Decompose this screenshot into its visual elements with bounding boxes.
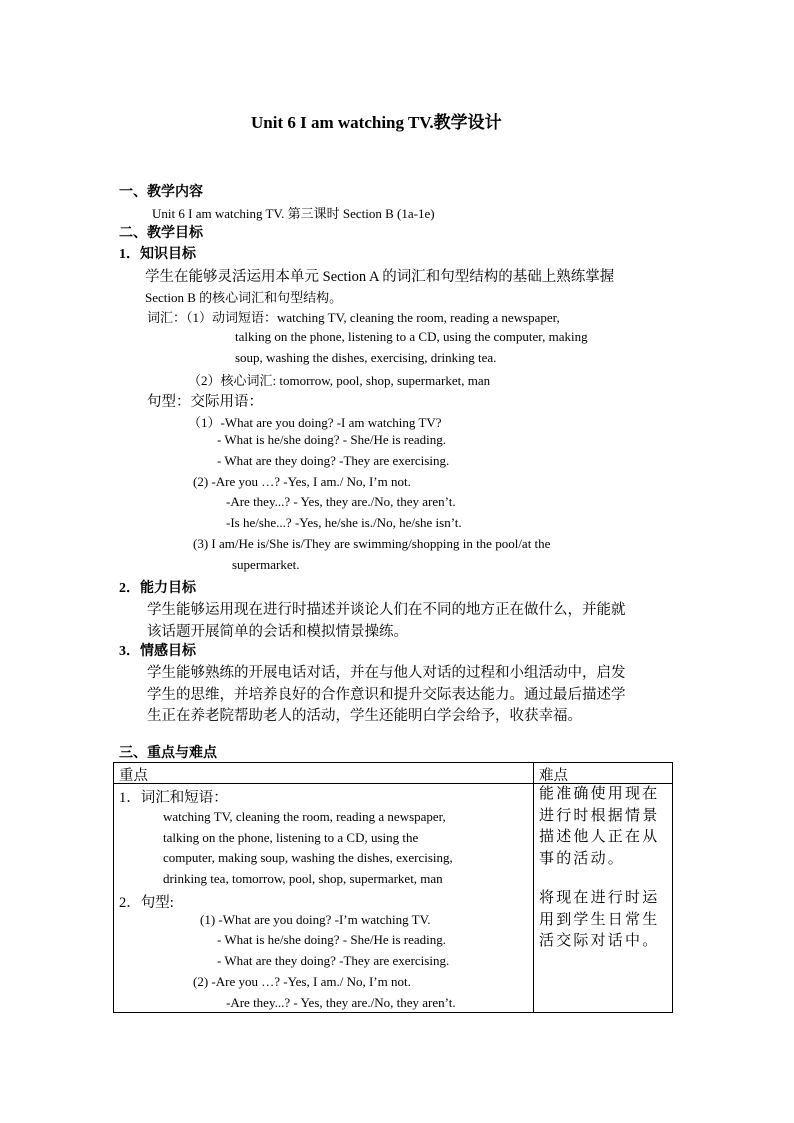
ability-line: 学生能够运用现在进行时描述并谈论人们在不同的地方正在做什么，并能就 — [147, 602, 626, 618]
sentence-line: （1）-What are you doing? -I am watching TV? — [188, 415, 442, 430]
content-text: Unit 6 I am watching TV. 第三课时 Section B (1a-1e) — [152, 206, 435, 221]
key-sentence-line: - What is he/she doing? - She/He is reading. — [217, 932, 447, 947]
sentence-line: - What is he/she doing? - She/He is reading. — [217, 432, 447, 447]
sentence-line: (3) I am/He is/She is/They are swimming/shopping in the pool/at the — [193, 536, 551, 551]
key-vocab-heading: 1．词汇和短语： — [119, 790, 228, 806]
knowledge-heading: 1．知识目标 — [119, 247, 196, 262]
key-vocab-line: drinking tea, tomorrow, pool, shop, supermarket, man — [163, 871, 443, 886]
emotion-line: 学生能够熟练的开展电话对话，并在与他人对话的过程和小组活动中，启发 — [147, 665, 626, 681]
section-heading-content: 一、教学内容 — [119, 185, 203, 200]
sentence-line: - What are they doing? -They are exercising. — [217, 453, 450, 468]
vocab-line: 词汇：（1）动词短语：watching TV, cleaning the room, reading a newspaper, — [147, 310, 560, 325]
sentence-line: -Is he/she...? -Yes, he/she is./No, he/she isn’t. — [226, 515, 462, 530]
emotion-line: 生正在养老院帮助老人的活动，学生还能明白学会给予，收获幸福。 — [147, 708, 582, 724]
sentence-line: supermarket. — [232, 557, 300, 572]
key-vocab-line: talking on the phone, listening to a CD, using the — [163, 830, 419, 845]
sentence-line: -Are they...? - Yes, they are./No, they aren’t. — [226, 494, 456, 509]
key-sentence-line: -Are they...? - Yes, they are./No, they aren’t. — [226, 995, 456, 1010]
table-column-divider — [533, 762, 534, 1013]
sentence-heading: 句型：交际用语： — [147, 394, 263, 410]
ability-heading: 2．能力目标 — [119, 581, 196, 596]
section-heading-objectives: 二、教学目标 — [119, 226, 203, 241]
key-sentence-line: (2) -Are you …? -Yes, I am./ No, I’m not. — [193, 974, 411, 989]
section-heading-keypoints: 三、重点与难点 — [119, 746, 217, 761]
page-title: Unit 6 I am watching TV.教学设计 — [251, 113, 502, 132]
knowledge-line: 学生在能够灵活运用本单元 Section A 的词汇和句型结构的基础上熟练掌握 — [145, 269, 615, 285]
sentence-line: (2) -Are you …? -Yes, I am./ No, I’m not. — [193, 474, 411, 489]
knowledge-line: Section B 的核心词汇和句型结构。 — [145, 290, 343, 305]
difficult-point: 能准确使用现在进行时根据情景描述他人正在从事的活动。 — [539, 786, 660, 867]
table-header-key: 重点 — [119, 768, 148, 784]
vocab-line: talking on the phone, listening to a CD, using the computer, making — [235, 329, 588, 344]
difficult-point: 将现在进行时运用到学生日常生活交际对话中。 — [539, 890, 660, 949]
key-sentence-heading: 2．句型: — [119, 895, 174, 911]
emotion-line: 学生的思维，并培养良好的合作意识和提升交际表达能力。通过最后描述学 — [147, 687, 626, 703]
emotion-heading: 3．情感目标 — [119, 644, 196, 659]
vocab-line: （2）核心词汇: tomorrow, pool, shop, supermarket, man — [188, 373, 491, 388]
vocab-line: soup, washing the dishes, exercising, drinking tea. — [235, 350, 497, 365]
key-sentence-line: - What are they doing? -They are exercising. — [217, 953, 450, 968]
table-header-difficult: 难点 — [539, 768, 568, 784]
key-vocab-line: computer, making soup, washing the dishes, exercising, — [163, 850, 453, 865]
key-sentence-line: (1) -What are you doing? -I’m watching TV. — [200, 912, 431, 927]
ability-line: 该话题开展简单的会话和模拟情景操练。 — [147, 624, 408, 640]
key-vocab-line: watching TV, cleaning the room, reading a newspaper, — [163, 809, 446, 824]
